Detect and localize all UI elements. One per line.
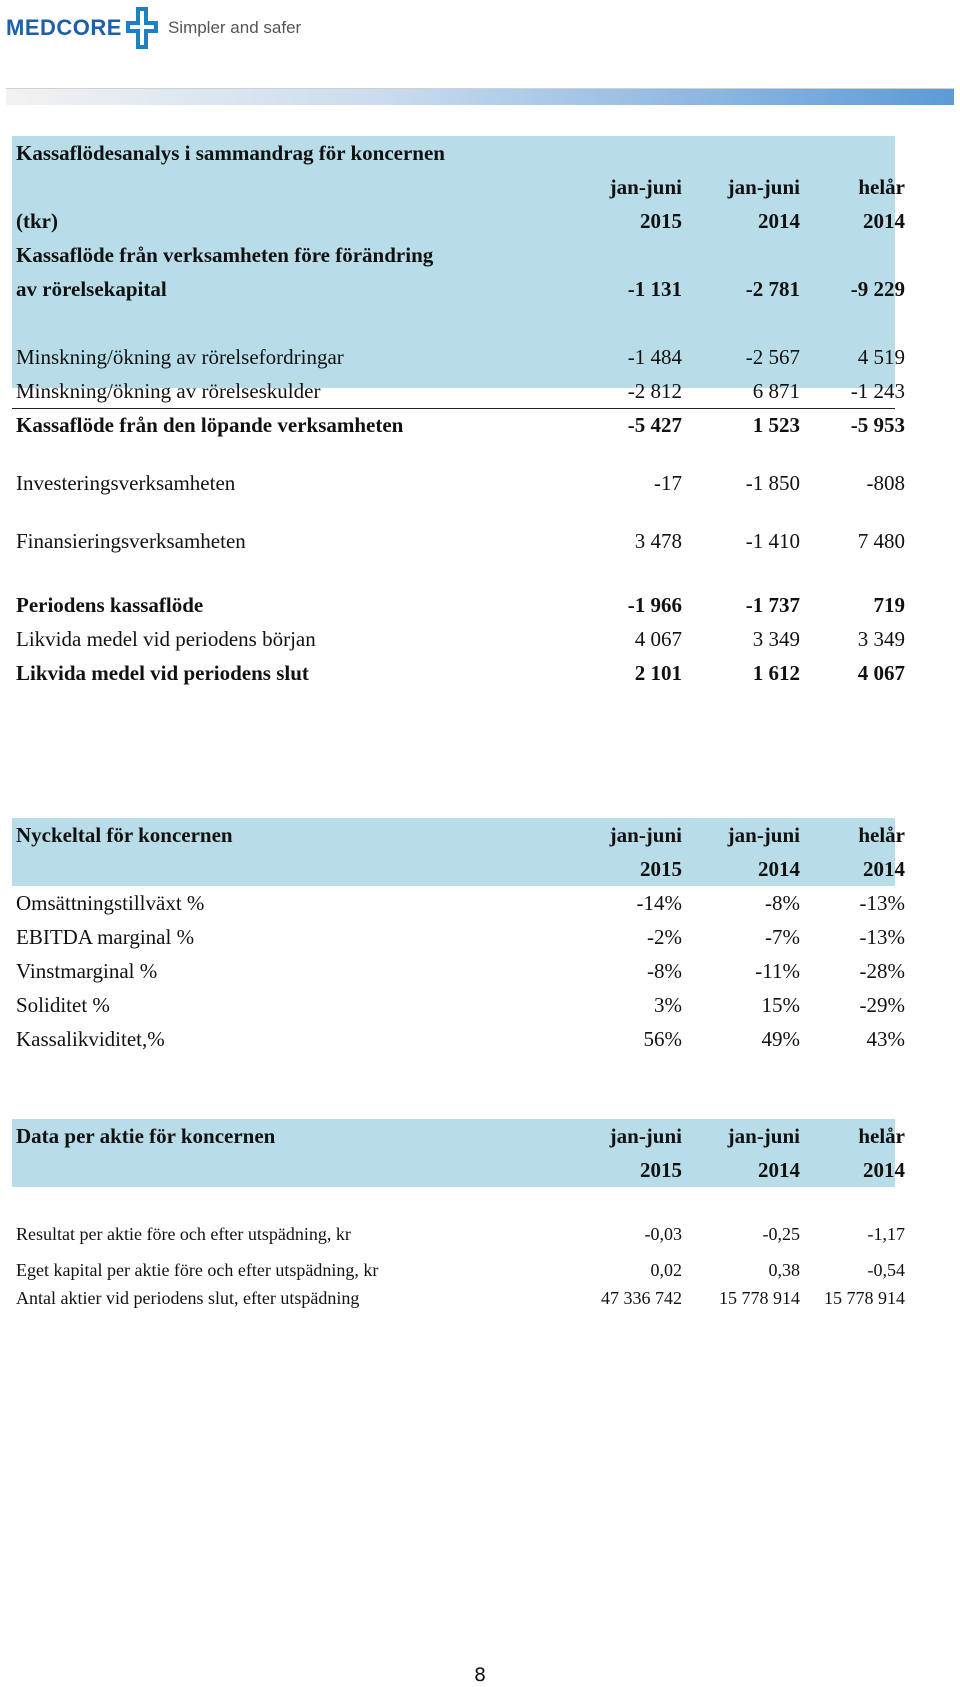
cell: 47 336 742 [601, 1288, 682, 1308]
cell: 49% [761, 1027, 800, 1051]
year-header: 2014 [758, 857, 800, 881]
cashflow-title-row [12, 136, 895, 170]
row-label: Periodens kassaflöde [16, 593, 204, 617]
cell: 4 067 [634, 627, 682, 651]
cell: 4 067 [857, 661, 905, 685]
table-row [12, 886, 905, 920]
col-header: jan-juni [727, 1124, 800, 1148]
cell: 1 523 [752, 413, 800, 437]
row-label: Antal aktier vid periodens slut, efter utspädning [16, 1288, 360, 1308]
col-header: helår [858, 1124, 905, 1148]
table-row [12, 238, 895, 272]
row-label: Vinstmarginal % [16, 959, 158, 983]
cell: -2% [647, 925, 682, 949]
keyfigures-title-row [12, 818, 905, 852]
cell: 2 101 [634, 661, 682, 685]
cell: 3 349 [857, 627, 905, 651]
row-label: Minskning/ökning av rörelsefordringar [16, 345, 344, 369]
cell: 3 349 [752, 627, 800, 651]
year-header: 2015 [640, 209, 682, 233]
cell: 15 778 914 [719, 1288, 800, 1308]
cell: 0,02 [650, 1260, 682, 1280]
year-header: 2014 [758, 209, 800, 233]
row-label: Likvida medel vid periodens början [16, 627, 316, 651]
cell: -13% [859, 891, 905, 915]
year-header: 2015 [640, 857, 682, 881]
page-number: 8 [473, 1664, 487, 1686]
col-header: helår [858, 823, 905, 847]
year-header: 2014 [863, 857, 905, 881]
col-header: jan-juni [609, 1124, 682, 1148]
table-row [12, 988, 905, 1022]
cell: -1 966 [627, 593, 682, 617]
cell: 56% [643, 1027, 682, 1051]
col-header: jan-juni [727, 175, 800, 199]
table-title: Data per aktie för koncernen [16, 1124, 276, 1148]
cell: -7% [765, 925, 800, 949]
year-header-row [12, 1153, 905, 1187]
table-row [12, 524, 905, 558]
cell: -8% [765, 891, 800, 915]
cell: -28% [859, 959, 905, 983]
table-title: Kassaflödesanalys i sammandrag för koncernen [16, 141, 445, 165]
row-label: Kassalikviditet,% [16, 1027, 165, 1051]
cell: 3% [654, 993, 682, 1017]
cell: -5 953 [850, 413, 905, 437]
cell: 4 519 [857, 345, 905, 369]
table-row [12, 656, 905, 690]
row-label: Kassaflöde från verksamheten före förändring [16, 243, 434, 267]
cell: 1 612 [752, 661, 800, 685]
cell: -0,54 [867, 1260, 905, 1280]
year-header: 2014 [758, 1158, 800, 1182]
cell: -9 229 [850, 277, 905, 301]
col-header: jan-juni [609, 175, 682, 199]
cell: -1 410 [745, 529, 800, 553]
year-header: 2014 [863, 1158, 905, 1182]
year-header: 2015 [640, 1158, 682, 1182]
table-row [12, 466, 905, 500]
row-label: Eget kapital per aktie före och efter utspädning, kr [16, 1260, 379, 1280]
cell: -5 427 [627, 413, 682, 437]
table-row [12, 340, 905, 374]
logo-text: MEDCORE [6, 15, 122, 40]
col-header: jan-juni [727, 823, 800, 847]
row-label: Resultat per aktie före och efter utspädning, kr [16, 1224, 351, 1244]
table-row [12, 588, 905, 622]
table-row [12, 1281, 905, 1315]
table-title: Nyckeltal för koncernen [16, 823, 233, 847]
row-label: Finansieringsverksamheten [16, 529, 246, 553]
cell: 719 [873, 593, 905, 617]
cell: -808 [866, 471, 905, 495]
cell: -1 850 [745, 471, 800, 495]
header-gradient-bar [6, 88, 954, 105]
row-label: Investeringsverksamheten [16, 471, 236, 495]
column-header-row [12, 170, 905, 204]
row-label: av rörelsekapital [16, 277, 167, 301]
pershare-title-row [12, 1119, 905, 1153]
year-header-row [12, 204, 905, 238]
cell: 15 778 914 [824, 1288, 905, 1308]
row-label: Likvida medel vid periodens slut [16, 661, 309, 685]
table-row [12, 1022, 905, 1056]
col-header: helår [858, 175, 905, 199]
cell: -0,03 [644, 1224, 682, 1244]
cell: -1 243 [850, 379, 905, 403]
cell: -1 737 [745, 593, 800, 617]
cell: -2 567 [745, 345, 800, 369]
table-row [12, 408, 905, 442]
cell: -0,25 [762, 1224, 800, 1244]
year-header: 2014 [863, 209, 905, 233]
cell: -29% [859, 993, 905, 1017]
cell: 0,38 [768, 1260, 800, 1280]
medical-cross-icon [126, 5, 158, 51]
cell: -2 812 [627, 379, 682, 403]
cell: -13% [859, 925, 905, 949]
cell: 43% [866, 1027, 905, 1051]
row-label: Minskning/ökning av rörelseskulder [16, 379, 321, 403]
unit-label: (tkr) [16, 209, 58, 233]
cell: -17 [654, 471, 682, 495]
year-header-row [12, 852, 905, 886]
cell: -1 484 [627, 345, 682, 369]
cell: -14% [636, 891, 682, 915]
row-label: Omsättningstillväxt % [16, 891, 205, 915]
row-label: Soliditet % [16, 993, 110, 1017]
cell: -2 781 [745, 277, 800, 301]
col-header: jan-juni [609, 823, 682, 847]
cell: -1,17 [867, 1224, 905, 1244]
company-logo [6, 4, 301, 52]
cell: 6 871 [752, 379, 800, 403]
table-row [12, 1217, 905, 1251]
cell: 15% [761, 993, 800, 1017]
table-row [12, 920, 905, 954]
row-label: EBITDA marginal % [16, 925, 195, 949]
tagline: Simpler and safer [167, 18, 302, 37]
cell: -1 131 [627, 277, 682, 301]
cell: 3 478 [634, 529, 682, 553]
cell: -11% [755, 959, 800, 983]
cell: 7 480 [857, 529, 905, 553]
row-label: Kassaflöde från den löpande verksamheten [16, 413, 404, 437]
table-row [12, 954, 905, 988]
cell: -8% [647, 959, 682, 983]
table-row [12, 272, 905, 306]
table-row [12, 374, 905, 409]
table-row [12, 622, 905, 656]
